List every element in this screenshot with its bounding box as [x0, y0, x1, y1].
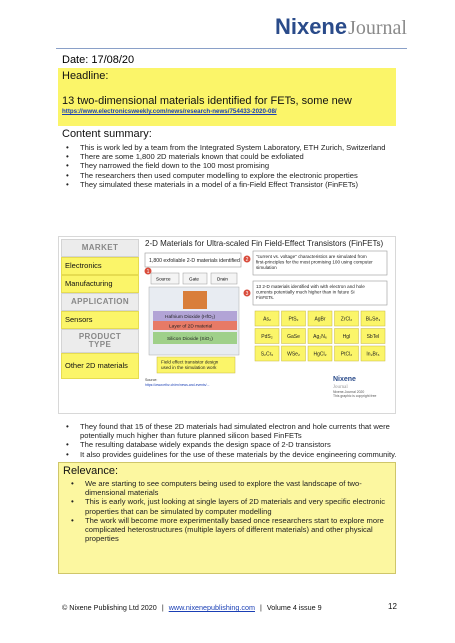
material-label: HgI	[342, 333, 351, 340]
footer-website-link[interactable]: www.nixenepublishing.com	[168, 603, 255, 612]
figure-title: 2-D Materials for Ultra-scaled Fin Field-Effect Transistors (FinFETs)	[145, 239, 384, 248]
application-header: APPLICATION	[61, 293, 139, 311]
findings-list	[58, 422, 398, 459]
mini-logo-brand: Nixene	[333, 376, 356, 383]
content-summary-title: Content summary:	[62, 128, 152, 140]
category-sidebar	[61, 239, 139, 379]
source-label: Source	[156, 276, 171, 282]
drain-label: Drain	[217, 276, 228, 282]
market-header: MARKET	[61, 239, 139, 257]
silicon-label: Silicon Dioxide (SiO₂)	[167, 337, 213, 342]
material-label: ZrCl₂	[340, 316, 353, 323]
issue-date: Date: 17/08/20	[62, 54, 135, 66]
footer-volume: Volume 4 issue 9	[266, 603, 322, 612]
footer-separator: |	[259, 603, 262, 612]
gate-block	[183, 291, 207, 309]
mini-note-2: This graphic is copyright free	[333, 394, 377, 398]
header-divider	[56, 48, 407, 49]
page-footer	[62, 603, 322, 612]
material-label: In₂Br₆	[366, 351, 380, 358]
list-item: • This is work led by a team from the Integrated System Laboratory, ETH Zurich, Switzerland	[58, 143, 398, 152]
list-item: • They narrowed the field down to the 100 most promising	[58, 161, 398, 170]
figure-source-url: https://www.ethz.ch/en/news-and-events/...	[145, 383, 210, 387]
nixene-journal-logo	[275, 16, 407, 38]
product-type-item: Other 2D materials	[61, 353, 139, 379]
material-label: WSe₂	[287, 351, 300, 358]
list-item: • We are starting to see computers being used to explore the vast landscape of two-dimensional materials	[63, 479, 389, 497]
page-number: 12	[388, 602, 397, 611]
figure-source-label: Source:	[145, 378, 158, 382]
logo-brand-suffix: Journal	[348, 17, 407, 39]
relevance-list	[63, 479, 389, 543]
list-item: • They found that 15 of these 2D materials had simulated electron and hole currents that were potentially much higher than future planned silicon based FinFETs	[58, 422, 398, 440]
step3-number: 3	[245, 291, 249, 297]
application-item: Sensors	[61, 311, 139, 329]
list-item: • They simulated these materials in a model of a fin-Field Effect Transistor (FinFETs)	[58, 180, 398, 189]
material-label: PdS₂	[261, 333, 273, 340]
mini-note-1: Nixene-Journal 2020	[333, 390, 365, 394]
relevance-title: Relevance:	[63, 465, 119, 477]
list-item: • It also provides guidelines for the use of these materials by the device engineering community.	[58, 450, 398, 459]
content-summary-list	[58, 143, 398, 189]
device-caption: Field effect transistor design used in the simulation work	[161, 359, 219, 370]
materials-grid	[255, 311, 385, 361]
footer-separator: |	[161, 603, 164, 612]
list-item: • This is early work, just looking at single layers of 2D materials and very specific electronic properties that can be simulated by computer modelling	[63, 497, 389, 515]
market-item: Electronics	[61, 257, 139, 275]
material-label: PtS₂	[288, 316, 299, 323]
hafnium-label: Hafnium Dioxide (HfO₂)	[165, 315, 216, 320]
material-label: GaSe	[287, 333, 300, 340]
material-label: Ag₂N₆	[313, 333, 327, 340]
material-label: HgCl₂	[313, 351, 327, 358]
step1-number: 1	[146, 269, 150, 275]
step2-number: 2	[245, 257, 249, 263]
logo-brand: Nixene	[274, 14, 348, 39]
material-label: SbTeI	[366, 333, 380, 340]
list-item: • There are some 1,800 2D materials known that could be exfoliated	[58, 152, 398, 161]
market-item: Manufacturing	[61, 275, 139, 293]
finfet-diagram	[143, 249, 391, 411]
product-type-header: PRODUCT TYPE	[61, 329, 139, 353]
list-item: • The resulting database widely expands the design space of 2-D transistors	[58, 440, 398, 449]
headline-box	[58, 68, 396, 126]
material-label: PtCl₂	[340, 351, 353, 358]
step1-text: 1,800 exfoliable 2-D materials identified	[149, 258, 240, 264]
headline-title: 13 two-dimensional materials identified for FETs, some new	[62, 95, 352, 107]
headline-label: Headline:	[62, 70, 109, 82]
material-label: Bi₂Se₃	[365, 316, 381, 323]
relevance-box	[58, 462, 396, 574]
step2-text: "current vs. voltage" characteristics are simulated from first-principles for the most promising 100 using computer simulation	[256, 254, 373, 271]
material-label: S₂Cr₆	[260, 351, 274, 358]
mini-logo-suffix: Journal	[333, 385, 348, 390]
gate-label: Gate	[189, 276, 199, 282]
headline-link[interactable]: https://www.electronicsweekly.com/news/research-news/754433-2020-08/	[62, 108, 277, 115]
2d-material-label: Layer of 2D material	[169, 324, 213, 330]
list-item: • The researchers then used computer modelling to explore the electronic properties	[58, 171, 398, 180]
infographic-figure	[58, 236, 396, 414]
list-item: • The work will become more experimentally based once researchers start to explore more complicated heterostructures (multiple layers of different materials) and other physical properties	[63, 516, 389, 544]
step3-text: 13 2-D materials identified with with electron and hole currents potentially much higher than in future Si FinFETs.	[256, 284, 365, 301]
material-label: AgBr	[314, 316, 326, 323]
material-label: As₂	[263, 316, 271, 323]
footer-copyright: © Nixene Publishing Ltd 2020	[62, 603, 157, 612]
